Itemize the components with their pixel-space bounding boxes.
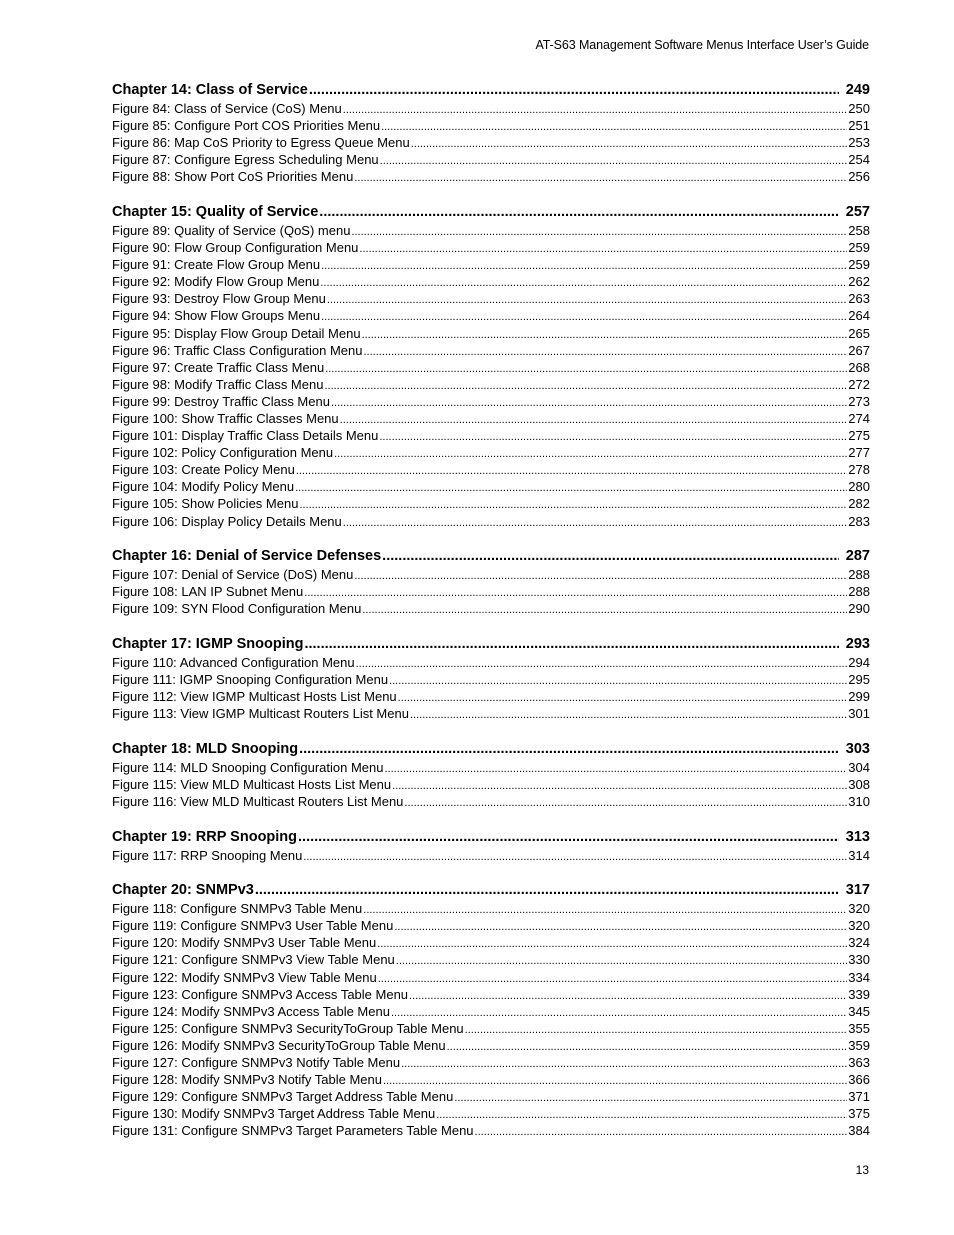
figure-label: Figure 104: Modify Policy Menu	[112, 479, 295, 495]
chapter-section	[112, 634, 870, 722]
figure-page: 273	[848, 393, 870, 409]
figure-label: Figure 103: Create Policy Menu	[112, 462, 295, 478]
figure-page: 254	[848, 152, 870, 168]
figure-entry[interactable]	[112, 759, 870, 776]
chapter-title: Chapter 17: IGMP Snooping	[112, 635, 304, 652]
figure-entry[interactable]	[112, 1037, 870, 1054]
figure-page: 324	[848, 935, 870, 951]
dot-leader	[299, 739, 839, 759]
figure-page: 375	[848, 1106, 870, 1122]
figure-entry[interactable]	[112, 513, 870, 530]
figure-page: 320	[848, 918, 870, 934]
figure-page: 267	[848, 342, 870, 358]
figure-page: 304	[848, 759, 870, 775]
figure-entry[interactable]	[112, 307, 870, 324]
dot-leader	[343, 102, 848, 117]
figure-page: 268	[848, 359, 870, 375]
dot-leader	[391, 1005, 847, 1020]
figure-label: Figure 106: Display Policy Details Menu	[112, 513, 342, 529]
figure-label: Figure 127: Configure SNMPv3 Notify Table Menu	[112, 1055, 401, 1071]
figure-label: Figure 98: Modify Traffic Class Menu	[112, 376, 324, 392]
figure-page: 334	[848, 969, 870, 985]
chapter-title: Chapter 20: SNMPv3	[112, 882, 254, 899]
dot-leader	[304, 634, 838, 654]
dot-leader	[396, 953, 848, 968]
figure-page: 259	[848, 240, 870, 256]
chapter-title: Chapter 19: RRP Snooping	[112, 828, 298, 845]
figure-page: 314	[848, 847, 870, 863]
figure-label: Figure 91: Create Flow Group Menu	[112, 257, 321, 273]
dot-leader	[404, 795, 847, 810]
figure-label: Figure 119: Configure SNMPv3 User Table Menu	[112, 918, 394, 934]
figure-page: 263	[848, 291, 870, 307]
figure-page: 363	[848, 1055, 870, 1071]
figure-label: Figure 87: Configure Egress Scheduling Menu	[112, 152, 379, 168]
dot-leader	[321, 258, 847, 273]
figure-page: 345	[848, 1003, 870, 1019]
figure-page: 256	[848, 169, 870, 185]
chapter-page: 303	[845, 740, 870, 757]
figure-entry[interactable]	[112, 342, 870, 359]
dot-leader	[380, 153, 848, 168]
figure-entry[interactable]	[112, 776, 870, 793]
figure-entry[interactable]	[112, 900, 870, 917]
figure-label: Figure 107: Denial of Service (DoS) Menu	[112, 567, 354, 583]
figure-page: 253	[848, 135, 870, 151]
figure-page: 283	[848, 513, 870, 529]
figure-entry[interactable]	[112, 566, 870, 583]
figure-label: Figure 94: Show Flow Groups Menu	[112, 308, 321, 324]
figure-label: Figure 113: View IGMP Multicast Routers List Menu	[112, 706, 409, 722]
dot-leader	[321, 309, 847, 324]
figure-entry[interactable]	[112, 117, 870, 134]
dot-leader	[392, 778, 847, 793]
figure-page: 282	[848, 496, 870, 512]
dot-leader	[378, 971, 848, 986]
dot-leader	[389, 673, 847, 688]
chapter-heading[interactable]	[112, 202, 870, 222]
dot-leader	[299, 497, 847, 512]
chapter-section	[112, 202, 870, 530]
figure-label: Figure 110: Advanced Configuration Menu	[112, 654, 355, 670]
figure-label: Figure 108: LAN IP Subnet Menu	[112, 584, 304, 600]
figure-label: Figure 117: RRP Snooping Menu	[112, 847, 303, 863]
figure-entry[interactable]	[112, 376, 870, 393]
figure-label: Figure 115: View MLD Multicast Hosts List Menu	[112, 776, 392, 792]
dot-leader	[465, 1022, 848, 1037]
figure-label: Figure 102: Policy Configuration Menu	[112, 445, 334, 461]
chapter-heading[interactable]	[112, 880, 870, 900]
figure-label: Figure 131: Configure SNMPv3 Target Parameters Table Menu	[112, 1123, 474, 1139]
figure-page: 278	[848, 462, 870, 478]
figure-page: 301	[848, 706, 870, 722]
running-header: AT-S63 Management Software Menus Interface User’s Guide	[535, 38, 869, 52]
figure-entry[interactable]	[112, 325, 870, 342]
figure-label: Figure 95: Display Flow Group Detail Menu	[112, 325, 361, 341]
dot-leader	[362, 602, 847, 617]
figure-entry[interactable]	[112, 256, 870, 273]
dot-leader	[296, 463, 847, 478]
figure-page: 355	[848, 1020, 870, 1036]
figure-label: Figure 114: MLD Snooping Configuration Menu	[112, 759, 384, 775]
figure-label: Figure 125: Configure SNMPv3 SecurityToGroup Table Menu	[112, 1020, 464, 1036]
figure-page: 339	[848, 986, 870, 1002]
chapter-page: 317	[845, 882, 870, 899]
figure-page: 277	[848, 445, 870, 461]
dot-leader	[325, 361, 847, 376]
figure-page: 259	[848, 257, 870, 273]
dot-leader	[359, 241, 847, 256]
dot-leader	[379, 429, 847, 444]
chapter-heading[interactable]	[112, 739, 870, 759]
figure-page: 251	[848, 118, 870, 134]
dot-leader	[454, 1090, 847, 1105]
figure-page: 330	[848, 952, 870, 968]
figure-page: 272	[848, 376, 870, 392]
figure-entry[interactable]	[112, 1020, 870, 1037]
figure-entry[interactable]	[112, 793, 870, 810]
figure-label: Figure 118: Configure SNMPv3 Table Menu	[112, 901, 363, 917]
dot-leader	[409, 988, 847, 1003]
figure-label: Figure 84: Class of Service (CoS) Menu	[112, 101, 342, 116]
figure-label: Figure 93: Destroy Flow Group Menu	[112, 291, 326, 307]
figure-page: 265	[848, 325, 870, 341]
dot-leader	[304, 585, 847, 600]
chapter-section	[112, 80, 870, 185]
figure-page: 262	[848, 274, 870, 290]
dot-leader	[364, 344, 848, 359]
dot-leader	[436, 1107, 847, 1122]
figure-label: Figure 121: Configure SNMPv3 View Table Menu	[112, 952, 395, 968]
figure-label: Figure 112: View IGMP Multicast Hosts List Menu	[112, 689, 397, 705]
figure-entry[interactable]	[112, 600, 870, 617]
dot-leader	[411, 136, 848, 151]
figure-label: Figure 101: Display Traffic Class Details Menu	[112, 428, 379, 444]
chapter-section	[112, 546, 870, 617]
figure-page: 264	[848, 308, 870, 324]
figure-page: 258	[848, 222, 870, 238]
figure-label: Figure 109: SYN Flood Configuration Menu	[112, 601, 362, 617]
figure-entry[interactable]	[112, 1105, 870, 1122]
dot-leader	[320, 275, 847, 290]
dot-leader	[363, 902, 847, 917]
dot-leader	[295, 480, 847, 495]
dot-leader	[475, 1124, 848, 1139]
dot-leader	[331, 395, 847, 410]
figure-page: 359	[848, 1037, 870, 1053]
dot-leader	[343, 515, 848, 530]
figure-entry[interactable]	[112, 583, 870, 600]
figure-label: Figure 129: Configure SNMPv3 Target Address Table Menu	[112, 1089, 454, 1105]
dot-leader	[362, 327, 848, 342]
figure-label: Figure 111: IGMP Snooping Configuration Menu	[112, 672, 389, 688]
figure-label: Figure 90: Flow Group Configuration Menu	[112, 240, 359, 256]
dot-leader	[340, 412, 848, 427]
figure-entry[interactable]	[112, 705, 870, 722]
chapter-title: Chapter 15: Quality of Service	[112, 203, 319, 220]
dot-leader	[354, 568, 847, 583]
figure-entry[interactable]	[112, 1088, 870, 1105]
dot-leader	[324, 378, 847, 393]
dot-leader	[354, 170, 847, 185]
dot-leader	[401, 1056, 847, 1071]
chapter-page: 257	[845, 203, 870, 220]
figure-label: Figure 120: Modify SNMPv3 User Table Menu	[112, 935, 377, 951]
figure-entry[interactable]	[112, 427, 870, 444]
figure-page: 384	[848, 1123, 870, 1139]
figure-entry[interactable]	[112, 151, 870, 168]
figure-page: 295	[848, 672, 870, 688]
figure-label: Figure 99: Destroy Traffic Class Menu	[112, 393, 330, 409]
figure-label: Figure 124: Modify SNMPv3 Access Table Menu	[112, 1003, 390, 1019]
chapter-section	[112, 880, 870, 1139]
figure-page: 294	[848, 654, 870, 670]
figure-label: Figure 89: Quality of Service (QoS) menu	[112, 222, 351, 238]
figure-entry[interactable]	[112, 1071, 870, 1088]
chapter-title: Chapter 14: Class of Service	[112, 82, 308, 98]
dot-leader	[384, 761, 847, 776]
figure-entry[interactable]	[112, 478, 870, 495]
figure-entry[interactable]	[112, 951, 870, 968]
figure-entry[interactable]	[112, 410, 870, 427]
figure-label: Figure 122: Modify SNMPv3 View Table Menu	[112, 969, 377, 985]
figure-page: 371	[848, 1089, 870, 1105]
figure-label: Figure 130: Modify SNMPv3 Target Address Table Menu	[112, 1106, 436, 1122]
chapter-heading[interactable]	[112, 80, 870, 100]
dot-leader	[377, 936, 847, 951]
figure-entry[interactable]	[112, 461, 870, 478]
page-number: 13	[855, 1163, 869, 1177]
dot-leader	[394, 919, 847, 934]
figure-entry[interactable]	[112, 393, 870, 410]
dot-leader	[303, 849, 847, 864]
figure-entry[interactable]	[112, 222, 870, 239]
chapter-heading[interactable]	[112, 634, 870, 654]
chapter-title: Chapter 16: Denial of Service Defenses	[112, 548, 382, 565]
figure-entry[interactable]	[112, 1122, 870, 1139]
figure-label: Figure 100: Show Traffic Classes Menu	[112, 411, 339, 426]
chapter-page: 293	[845, 635, 870, 652]
figure-entry[interactable]	[112, 290, 870, 307]
dot-leader	[319, 202, 839, 222]
figure-label: Figure 97: Create Traffic Class Menu	[112, 359, 325, 375]
chapter-heading[interactable]	[112, 827, 870, 847]
figure-entry[interactable]	[112, 168, 870, 185]
figure-label: Figure 88: Show Port CoS Priorities Menu	[112, 169, 354, 185]
dot-leader	[351, 224, 847, 239]
figure-entry[interactable]	[112, 100, 870, 117]
dot-leader	[255, 880, 839, 900]
figure-entry[interactable]	[112, 1003, 870, 1020]
figure-entry[interactable]	[112, 134, 870, 151]
figure-entry[interactable]	[112, 444, 870, 461]
figure-page: 299	[848, 689, 870, 705]
dot-leader	[381, 119, 847, 134]
chapter-section	[112, 739, 870, 810]
figure-label: Figure 116: View MLD Multicast Routers List Menu	[112, 794, 404, 809]
figure-label: Figure 128: Modify SNMPv3 Notify Table Menu	[112, 1072, 382, 1088]
figure-entry[interactable]	[112, 1054, 870, 1071]
dot-leader	[382, 546, 839, 566]
figure-page: 308	[848, 776, 870, 792]
dot-leader	[398, 690, 848, 705]
figure-label: Figure 123: Configure SNMPv3 Access Table Menu	[112, 986, 409, 1002]
figure-label: Figure 86: Map CoS Priority to Egress Queue Menu	[112, 135, 410, 151]
figure-page: 290	[848, 601, 870, 617]
figure-entry[interactable]	[112, 917, 870, 934]
figure-label: Figure 105: Show Policies Menu	[112, 496, 299, 512]
figure-page: 288	[848, 567, 870, 583]
figure-page: 275	[848, 428, 870, 444]
table-of-figures	[112, 80, 870, 1156]
dot-leader	[327, 292, 847, 307]
dot-leader	[447, 1039, 848, 1054]
figure-entry[interactable]	[112, 847, 870, 864]
figure-entry[interactable]	[112, 969, 870, 986]
figure-entry[interactable]	[112, 654, 870, 671]
dot-leader	[298, 827, 839, 847]
figure-entry[interactable]	[112, 495, 870, 512]
figure-label: Figure 85: Configure Port COS Priorities Menu	[112, 118, 381, 134]
dot-leader	[334, 446, 847, 461]
figure-page: 288	[848, 584, 870, 600]
figure-label: Figure 126: Modify SNMPv3 SecurityToGroup Table Menu	[112, 1037, 446, 1053]
dot-leader	[410, 707, 847, 722]
figure-entry[interactable]	[112, 671, 870, 688]
figure-label: Figure 96: Traffic Class Configuration Menu	[112, 342, 363, 358]
figure-entry[interactable]	[112, 239, 870, 256]
dot-leader	[383, 1073, 847, 1088]
figure-page: 274	[848, 411, 870, 426]
figure-label: Figure 92: Modify Flow Group Menu	[112, 274, 320, 290]
figure-page: 310	[848, 794, 870, 809]
chapter-title: Chapter 18: MLD Snooping	[112, 740, 299, 757]
chapter-page: 249	[845, 82, 870, 98]
dot-leader	[356, 656, 848, 671]
chapter-heading[interactable]	[112, 546, 870, 566]
dot-leader	[309, 80, 839, 100]
figure-page: 250	[848, 101, 870, 116]
figure-entry[interactable]	[112, 688, 870, 705]
chapter-page: 287	[845, 548, 870, 565]
figure-page: 366	[848, 1072, 870, 1088]
chapter-section	[112, 827, 870, 864]
figure-entry[interactable]	[112, 934, 870, 951]
figure-page: 280	[848, 479, 870, 495]
chapter-page: 313	[845, 828, 870, 845]
figure-entry[interactable]	[112, 986, 870, 1003]
figure-entry[interactable]	[112, 273, 870, 290]
figure-page: 320	[848, 901, 870, 917]
figure-entry[interactable]	[112, 359, 870, 376]
